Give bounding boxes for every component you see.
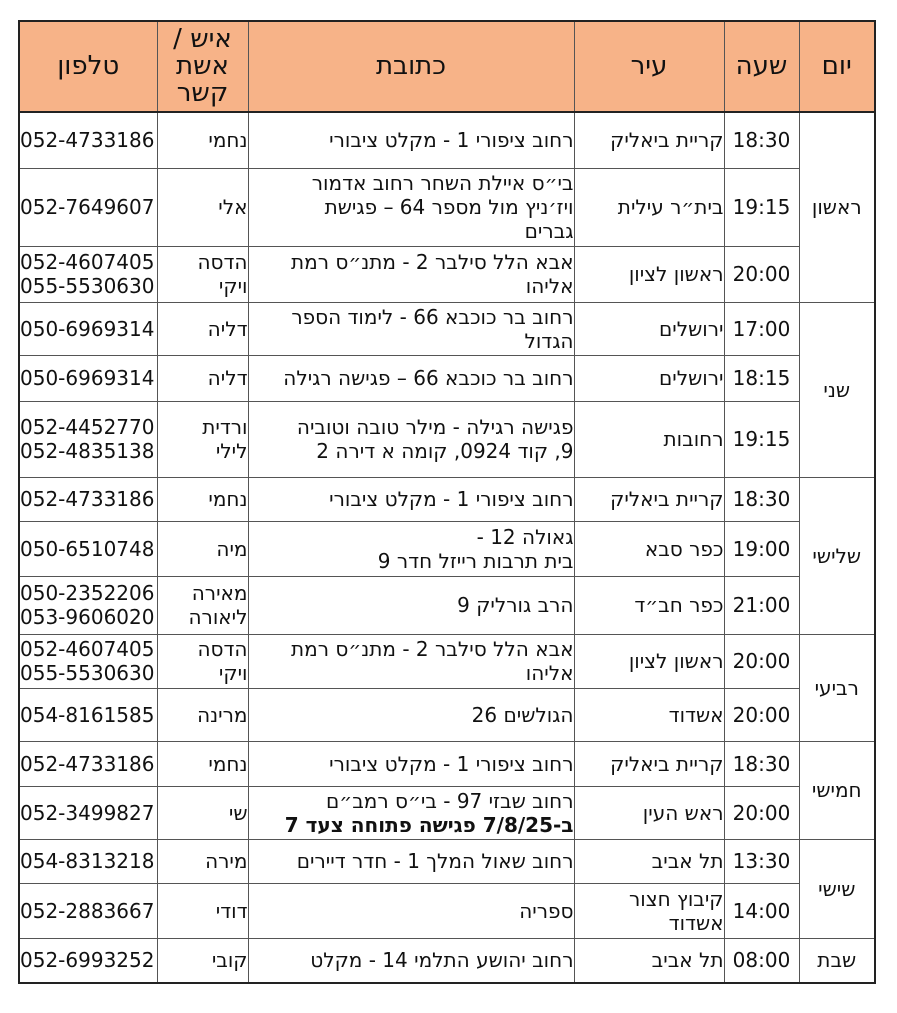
header-day: יום xyxy=(799,21,875,112)
time-cell: 08:00 xyxy=(724,938,799,983)
time-cell: 20:00 xyxy=(724,786,799,839)
table-row xyxy=(19,883,875,938)
time-cell: 18:30 xyxy=(724,741,799,786)
address-text: רחוב שבזי 97 - בי״ס רמב״ם xyxy=(326,788,574,813)
address-text: פגישה רגילה - מילר טובה וטוביה 9, קוד 0924, קומה א דירה 2 xyxy=(296,415,574,463)
address-text: רחוב ציפורי 1 - מקלט ציבורי xyxy=(329,487,574,511)
contact-cell: דליה xyxy=(157,355,248,401)
city-cell: ירושלים xyxy=(574,302,724,355)
table-row xyxy=(19,741,875,786)
phone-cell: 050-6969314 xyxy=(19,355,157,401)
day-group xyxy=(19,477,875,634)
table-row xyxy=(19,302,875,355)
address-text: רחוב בר כוכבא 66 - לימוד הספר הגדול xyxy=(291,304,574,353)
day-cell: שני xyxy=(799,302,875,477)
city-cell: בית״ר עילית xyxy=(574,168,724,246)
table-row xyxy=(19,477,875,521)
time-cell: 13:30 xyxy=(724,839,799,883)
address-text: בי״ס איילת השחר רחוב אדמור ויז׳ניץ מול מספר 64 – פגישת גברים xyxy=(311,171,574,243)
contact-cell: נחמי xyxy=(157,477,248,521)
city-cell: אשדוד xyxy=(574,688,724,741)
phone-cell: 050-6969314 xyxy=(19,302,157,355)
phone-cell: 052-7649607 xyxy=(19,168,157,246)
time-cell: 18:30 xyxy=(724,112,799,168)
phone-cell: 054-8161585 xyxy=(19,688,157,741)
time-cell: 20:00 xyxy=(724,246,799,302)
time-cell: 20:00 xyxy=(724,688,799,741)
contact-cell: מאירה ליאורה xyxy=(157,576,248,634)
phone-cell: 052-4733186 xyxy=(19,741,157,786)
address-cell xyxy=(248,938,574,983)
address-text: גאולה 12 - בית תרבות רייזל חדר 9 xyxy=(377,524,574,573)
header-row xyxy=(19,21,875,112)
time-cell: 20:00 xyxy=(724,634,799,688)
city-cell: קריית ביאליק xyxy=(574,477,724,521)
table-row xyxy=(19,938,875,983)
address-text: אבא הלל סילבר 2 - מתנ״ס רמת אליהו xyxy=(291,250,574,298)
address-text: אבא הלל סילבר 2 - מתנ״ס רמת אליהו xyxy=(291,637,574,685)
address-cell xyxy=(248,576,574,634)
phone-cell: 052-4452770 052-4835138 xyxy=(19,401,157,477)
day-cell: שלישי xyxy=(799,477,875,634)
city-cell: תל אביב xyxy=(574,839,724,883)
address-cell xyxy=(248,521,574,576)
time-cell: 19:00 xyxy=(724,521,799,576)
day-cell: רביעי xyxy=(799,634,875,741)
table-row xyxy=(19,688,875,741)
address-cell xyxy=(248,741,574,786)
header-phone: טלפון xyxy=(19,21,157,112)
phone-cell: 052-4733186 xyxy=(19,112,157,168)
address-text: רחוב יהושע התלמי 14 - מקלט xyxy=(310,948,574,973)
city-cell: תל אביב xyxy=(574,938,724,983)
contact-cell: נחמי xyxy=(157,741,248,786)
address-cell xyxy=(248,246,574,302)
city-cell: רחובות xyxy=(574,401,724,477)
address-note: ב-7/8/25 פגישה פתוחה צעד 7 xyxy=(284,812,574,837)
address-text: רחוב ציפורי 1 - מקלט ציבורי xyxy=(329,751,574,776)
address-cell xyxy=(248,168,574,246)
address-text: ספריה xyxy=(519,898,574,923)
address-cell xyxy=(248,688,574,741)
phone-cell: 052-6993252 xyxy=(19,938,157,983)
address-cell xyxy=(248,786,574,839)
table-row xyxy=(19,168,875,246)
phone-cell: 052-2883667 xyxy=(19,883,157,938)
table-row xyxy=(19,401,875,477)
city-cell: ראשון לציון xyxy=(574,634,724,688)
city-cell: ירושלים xyxy=(574,355,724,401)
address-text: רחוב ציפורי 1 - מקלט ציבורי xyxy=(329,128,574,153)
address-cell xyxy=(248,477,574,521)
city-cell: ראש העין xyxy=(574,786,724,839)
day-cell: שישי xyxy=(799,839,875,938)
contact-cell: דודי xyxy=(157,883,248,938)
address-cell xyxy=(248,839,574,883)
address-cell xyxy=(248,883,574,938)
contact-cell: מיה xyxy=(157,521,248,576)
contact-cell: נחמי xyxy=(157,112,248,168)
city-cell: קיבוץ חצור אשדוד xyxy=(574,883,724,938)
contact-cell: ורדית לילי xyxy=(157,401,248,477)
phone-cell: 050-2352206 053-9606020 xyxy=(19,576,157,634)
table-row xyxy=(19,112,875,168)
contact-cell: קובי xyxy=(157,938,248,983)
table-row xyxy=(19,839,875,883)
phone-cell: 052-3499827 xyxy=(19,786,157,839)
address-text: רחוב שאול המלך 1 - חדר דיירים xyxy=(296,849,574,873)
day-group xyxy=(19,112,875,302)
day-cell: שבת xyxy=(799,938,875,983)
time-cell: 18:15 xyxy=(724,355,799,401)
day-group xyxy=(19,741,875,839)
table-row xyxy=(19,634,875,688)
city-cell: כפר סבא xyxy=(574,521,724,576)
header-time: שעה xyxy=(724,21,799,112)
address-text: הגולשים 26 xyxy=(471,702,574,727)
phone-cell: 052-4733186 xyxy=(19,477,157,521)
contact-cell: הדסה ויקי xyxy=(157,246,248,302)
day-group xyxy=(19,839,875,938)
address-cell xyxy=(248,302,574,355)
time-cell: 19:15 xyxy=(724,401,799,477)
day-cell: חמישי xyxy=(799,741,875,839)
table-header xyxy=(19,21,875,112)
time-cell: 21:00 xyxy=(724,576,799,634)
schedule-table xyxy=(18,20,876,984)
phone-cell: 052-4607405 055-5530630 xyxy=(19,246,157,302)
day-group xyxy=(19,634,875,741)
day-group xyxy=(19,302,875,477)
header-city: עיר xyxy=(574,21,724,112)
header-address: כתובת xyxy=(248,21,574,112)
contact-cell: מרינה xyxy=(157,688,248,741)
address-cell xyxy=(248,401,574,477)
city-cell: קריית ביאליק xyxy=(574,741,724,786)
table-row xyxy=(19,246,875,302)
phone-cell: 052-4607405 055-5530630 xyxy=(19,634,157,688)
contact-cell: דליה xyxy=(157,302,248,355)
time-cell: 17:00 xyxy=(724,302,799,355)
contact-cell: הדסה ויקי xyxy=(157,634,248,688)
address-text: רחוב בר כוכבא 66 – פגישה רגילה xyxy=(283,366,574,390)
day-cell: ראשון xyxy=(799,112,875,302)
address-text: הרב גורליק 9 xyxy=(457,593,574,617)
contact-cell: מירה xyxy=(157,839,248,883)
address-cell xyxy=(248,355,574,401)
phone-cell: 050-6510748 xyxy=(19,521,157,576)
phone-cell: 054-8313218 xyxy=(19,839,157,883)
contact-cell: שי xyxy=(157,786,248,839)
city-cell: קריית ביאליק xyxy=(574,112,724,168)
table-row xyxy=(19,521,875,576)
day-group xyxy=(19,938,875,983)
contact-cell: אלי xyxy=(157,168,248,246)
city-cell: כפר חב״ד xyxy=(574,576,724,634)
table-row xyxy=(19,355,875,401)
table-row xyxy=(19,576,875,634)
table-row xyxy=(19,786,875,839)
city-cell: ראשון לציון xyxy=(574,246,724,302)
address-cell xyxy=(248,634,574,688)
header-contact: איש / אשת קשר xyxy=(157,21,248,112)
address-cell xyxy=(248,112,574,168)
time-cell: 14:00 xyxy=(724,883,799,938)
time-cell: 19:15 xyxy=(724,168,799,246)
time-cell: 18:30 xyxy=(724,477,799,521)
